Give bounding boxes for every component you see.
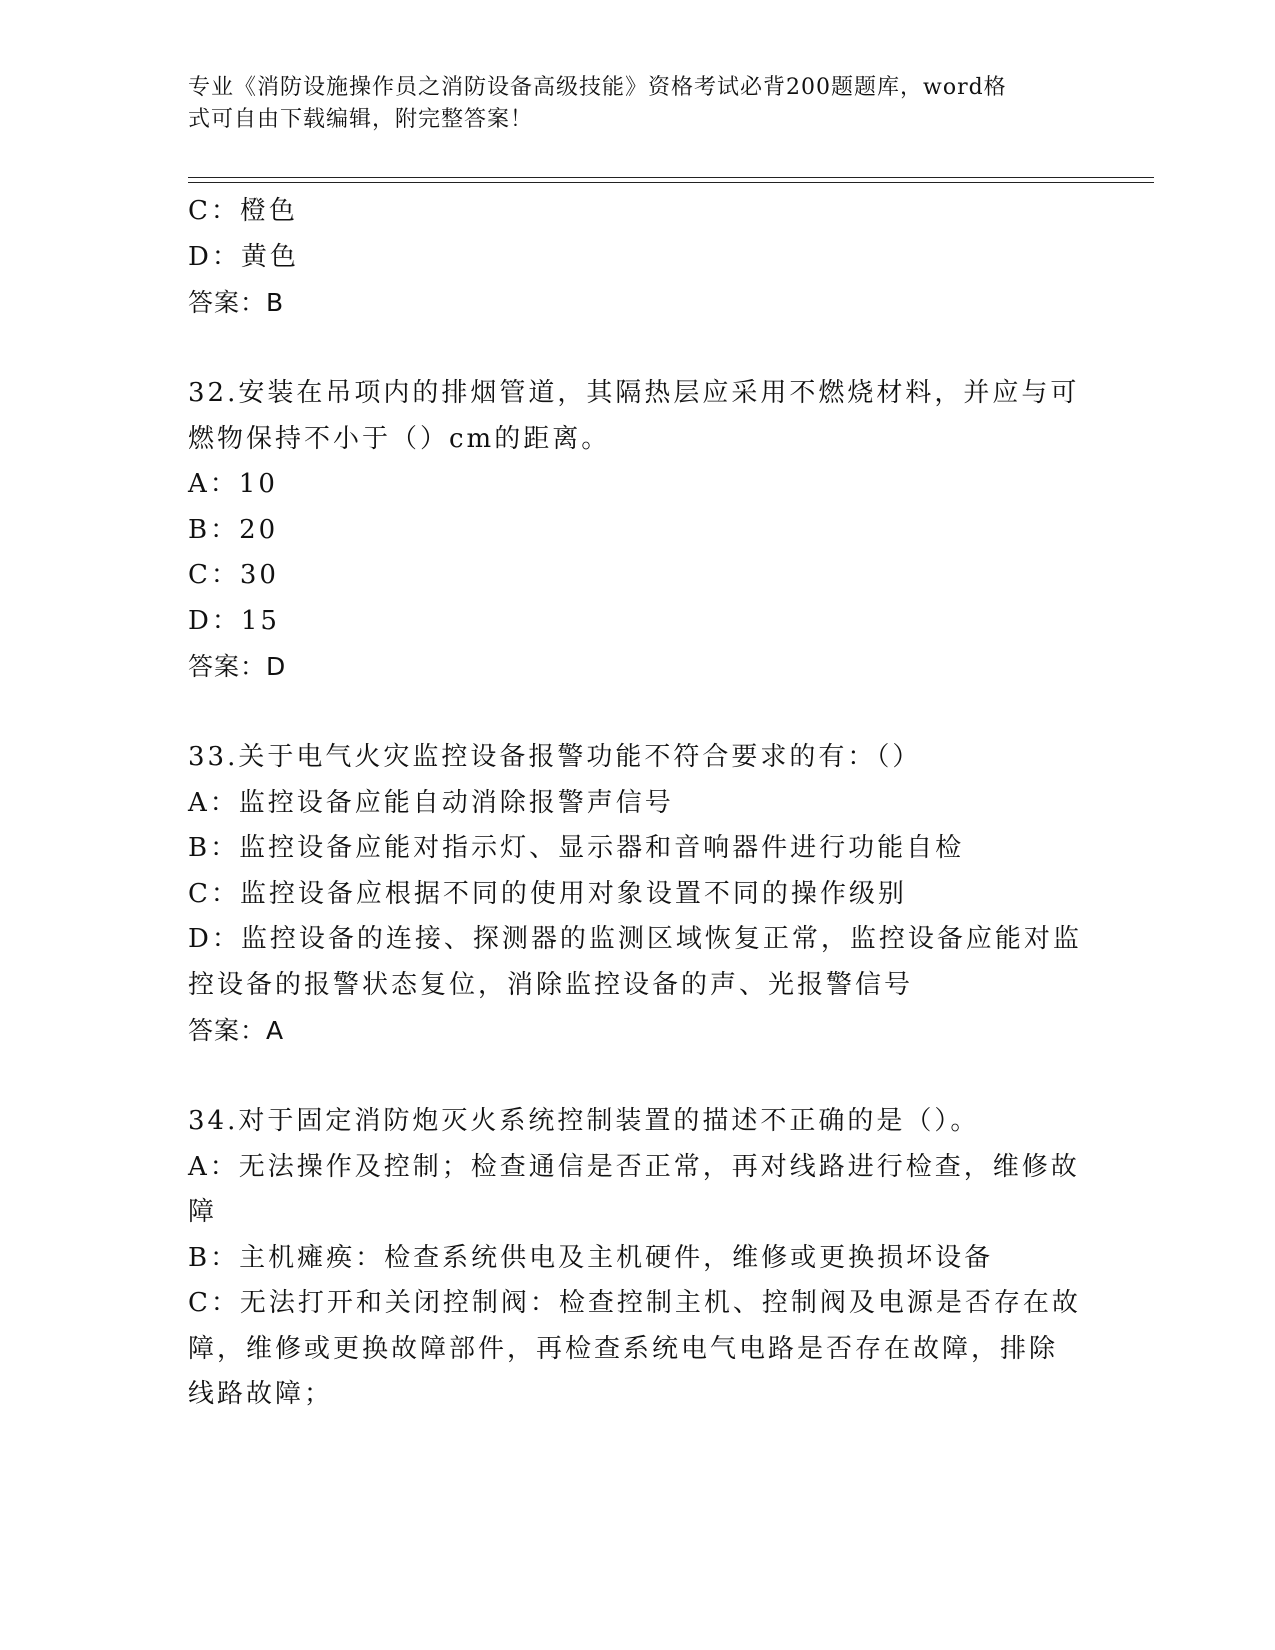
spacer <box>188 1054 1088 1100</box>
header-line-1: 专业《消防设施操作员之消防设备高级技能》资格考试必背200题题库，word格 <box>188 75 1007 100</box>
spacer <box>188 690 1088 736</box>
option-d: D：监控设备的连接、探测器的监测区域恢复正常，监控设备应能对监 <box>188 924 1082 954</box>
question-32 <box>188 371 1088 690</box>
option-c: C：监控设备应根据不同的使用对象设置不同的操作级别 <box>188 878 907 909</box>
option-a: A：10 <box>188 469 278 499</box>
question-31-tail <box>188 189 1088 326</box>
header-text <box>188 72 1068 136</box>
option-a: A：无法操作及控制；检查通信是否正常，再对线路进行检查，维修故 <box>188 1151 1080 1182</box>
header-rule-bottom <box>188 182 1154 183</box>
answer: 答案：A <box>188 1016 285 1045</box>
question-stem: 33.关于电气火灾监控设备报警功能不符合要求的有：（） <box>188 742 922 772</box>
option-d: D：15 <box>188 605 280 636</box>
option-a-continued: 障 <box>188 1197 218 1227</box>
option-c-continued: 障，维修或更换故障部件，再检查系统电气电路是否存在故障，排除 <box>188 1333 1059 1364</box>
page-content <box>188 189 1088 1418</box>
question-33 <box>188 735 1088 1054</box>
option-a: A：监控设备应能自动消除报警声信号 <box>188 787 674 818</box>
option-b: B：20 <box>188 514 279 545</box>
option-d: D：黄色 <box>188 241 299 272</box>
question-stem: 34.对于固定消防炮灭火系统控制装置的描述不正确的是（）。 <box>188 1106 980 1136</box>
answer: 答案：B <box>188 288 285 317</box>
header-rule-top <box>188 177 1154 178</box>
option-c-continued: 线路故障； <box>188 1379 334 1409</box>
option-c: C：橙色 <box>188 196 298 226</box>
option-c: C：30 <box>188 560 279 590</box>
question-stem: 燃物保持不小于（）cm的距离。 <box>188 423 611 454</box>
option-b: B：主机瘫痪：检查系统供电及主机硬件，维修或更换损坏设备 <box>188 1242 994 1273</box>
option-b: B：监控设备应能对指示灯、显示器和音响器件进行功能自检 <box>188 833 965 863</box>
header-line-2: 式可自由下载编辑，附完整答案！ <box>188 107 534 132</box>
option-d-continued: 控设备的报警状态复位，消除监控设备的声、光报警信号 <box>188 969 914 1000</box>
question-34 <box>188 1099 1088 1418</box>
question-stem: 32.安装在吊项内的排烟管道，其隔热层应采用不燃烧材料，并应与可 <box>188 378 1080 408</box>
spacer <box>188 326 1088 372</box>
option-c: C：无法打开和关闭控制阀：检查控制主机、控制阀及电源是否存在故 <box>188 1288 1081 1318</box>
answer: 答案：D <box>188 652 287 681</box>
